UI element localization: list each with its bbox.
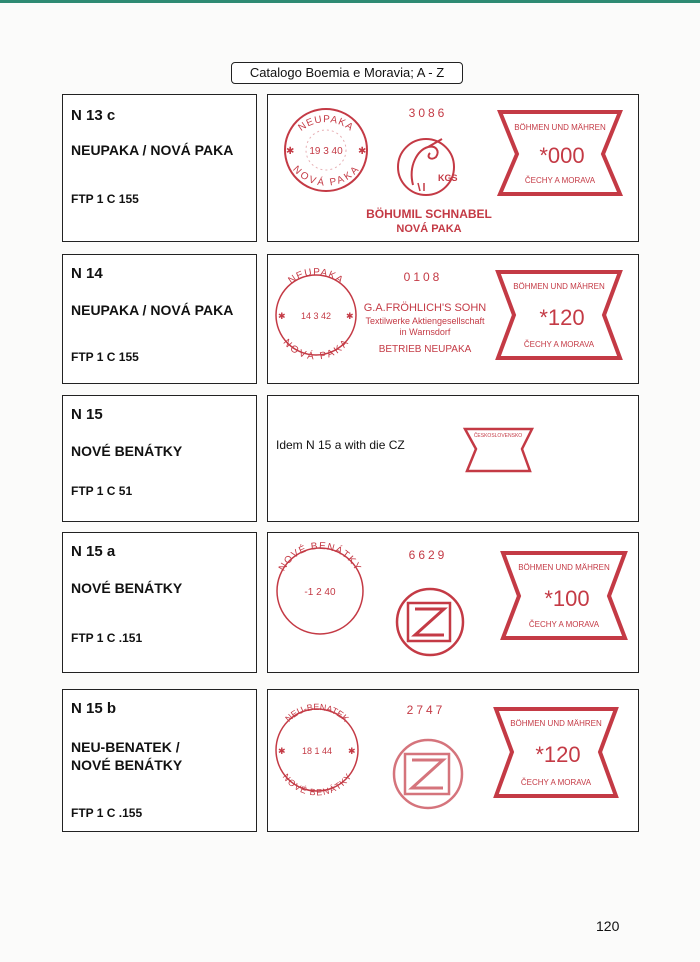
postmark [277,541,363,634]
entry-info-n15 [62,395,257,522]
entry-image-n15b [267,689,639,832]
entry-ftp: FTP 1 C 155 [71,192,139,206]
entry-info-n13c [62,94,257,242]
postmark-date: -1 2 40 [304,587,336,598]
postmark [276,702,358,798]
catalog-title: Catalogo Boemia e Moravia; A - Z [231,62,463,84]
meter-top: BÖHMEN UND MÄHREN [510,719,602,728]
star-icon: ✱ [346,311,354,321]
entry-name: NEUPAKA / NOVÁ PAKA [71,302,234,318]
svg-text:NOVÁ PAKA [281,337,352,362]
postmark [276,267,356,363]
entry-info-n15b [62,689,257,832]
svg-text:NEUPAKA [296,114,355,134]
entry-image-n15 [267,395,639,522]
meter-value: *000 [539,143,585,168]
sender-line-1: BÖHUMIL SCHNABEL [366,207,492,221]
meter-serial: 6629 [408,548,448,562]
entry-ftp: FTP 1 C 51 [71,484,133,498]
postmark-bottom: NOVÁ PAKA [280,337,352,363]
meter-frame [496,709,616,796]
top-rule [0,0,700,3]
entry-ftp: FTP 1 C .155 [71,806,143,820]
postmark-date: 14 3 42 [300,311,332,321]
postmark-top: NEUPAKA [286,266,346,287]
entry-image-n14 [267,254,639,384]
meter-top: BÖHMEN UND MÄHREN [518,563,610,572]
meter-bottom: ČECHY A MORAVA [520,778,592,787]
entry-ftp: FTP 1 C .151 [71,631,143,645]
entry-id: N 13 c [71,107,116,124]
logo-text: KGS [438,173,458,183]
postmark-date: 19 3 40 [309,146,343,157]
meter-top: BÖHMEN UND MÄHREN [513,282,605,291]
sender-line-2: Textilwerke Aktiengesellschaft [365,316,485,326]
franking-imprint [268,533,638,672]
meter-bottom: ČECHY A MORAVA [528,620,600,629]
cz-logo [394,740,462,808]
meter-frame [465,429,532,471]
postmark-top: NEUPAKA [296,114,356,134]
postmark-top: NOVÉ BENÁTKY [276,540,364,574]
franking-imprint [268,95,638,241]
entry-ftp: FTP 1 C 155 [71,350,139,364]
svg-text:NOVÉ BENÁTKY [281,772,354,798]
svg-text:NOVÉ BENÁTKY [277,541,363,573]
entry-id: N 14 [71,265,103,282]
meter-frame [498,272,620,358]
meter-top: BÖHMEN UND MÄHREN [514,123,606,132]
star-icon: ✱ [358,146,367,157]
meter-value: *120 [535,742,581,767]
cz-logo [397,589,463,655]
sender-line-1: G.A.FRÖHLICH'S SOHN [363,302,487,314]
meter-serial: 3086 [408,106,448,120]
star-icon: ✱ [278,311,286,321]
postmark-bottom: NOVÉ BENÁTKY [280,771,354,798]
svg-text:NOVÁ PAKA [290,164,361,189]
entry-id: N 15 [71,406,103,423]
page-number: 120 [596,918,620,934]
postmark-bottom: NOVÁ PAKA [290,163,362,189]
entry-note: Idem N 15 a with die CZ [276,438,405,452]
entry-id: N 15 b [71,700,117,717]
star-icon: ✱ [286,146,295,157]
sender-line-2: NOVÁ PAKA [396,223,462,235]
meter-bottom: ČECHY A MORAVA [524,176,596,185]
entry-name: NOVÉ BENÁTKY [71,443,183,459]
postmark [285,109,367,191]
meter-frame [500,112,620,194]
star-icon: ✱ [278,746,286,756]
meter-value: *120 [539,305,585,330]
meter-value: *100 [544,586,590,611]
franking-imprint [268,690,638,831]
meter-top: ČESKOSLOVENSKO [473,433,523,439]
sender-line-3: in Warnsdorf [399,327,451,337]
meter-serial: 2747 [406,703,446,717]
postmark-top: NEU-BENATEK [283,701,351,724]
svg-text:NEU-BENATEK [283,702,350,724]
meter-frame [503,553,625,638]
franking-imprint [268,255,638,383]
postmark-date: 18 1 44 [301,746,333,756]
entry-id: N 15 a [71,543,116,560]
sender-line-4: BETRIEB NEUPAKA [378,344,472,355]
franking-imprint [268,396,638,521]
entry-name: NEUPAKA / NOVÁ PAKA [71,142,234,158]
meter-bottom: ČECHY A MORAVA [523,340,595,349]
entry-name-line-2: NOVÉ BENÁTKY [71,757,183,773]
entry-image-n15a [267,532,639,673]
entry-name-line-1: NEU-BENATEK / [71,739,180,755]
entry-name: NOVÉ BENÁTKY [71,580,183,596]
meter-serial: 0108 [403,270,443,284]
entry-image-n13c [267,94,639,242]
star-icon: ✱ [348,746,356,756]
svg-text:NEUPAKA [286,267,345,287]
entry-info-n14 [62,254,257,384]
heron-logo [398,139,458,195]
entry-info-n15a [62,532,257,673]
